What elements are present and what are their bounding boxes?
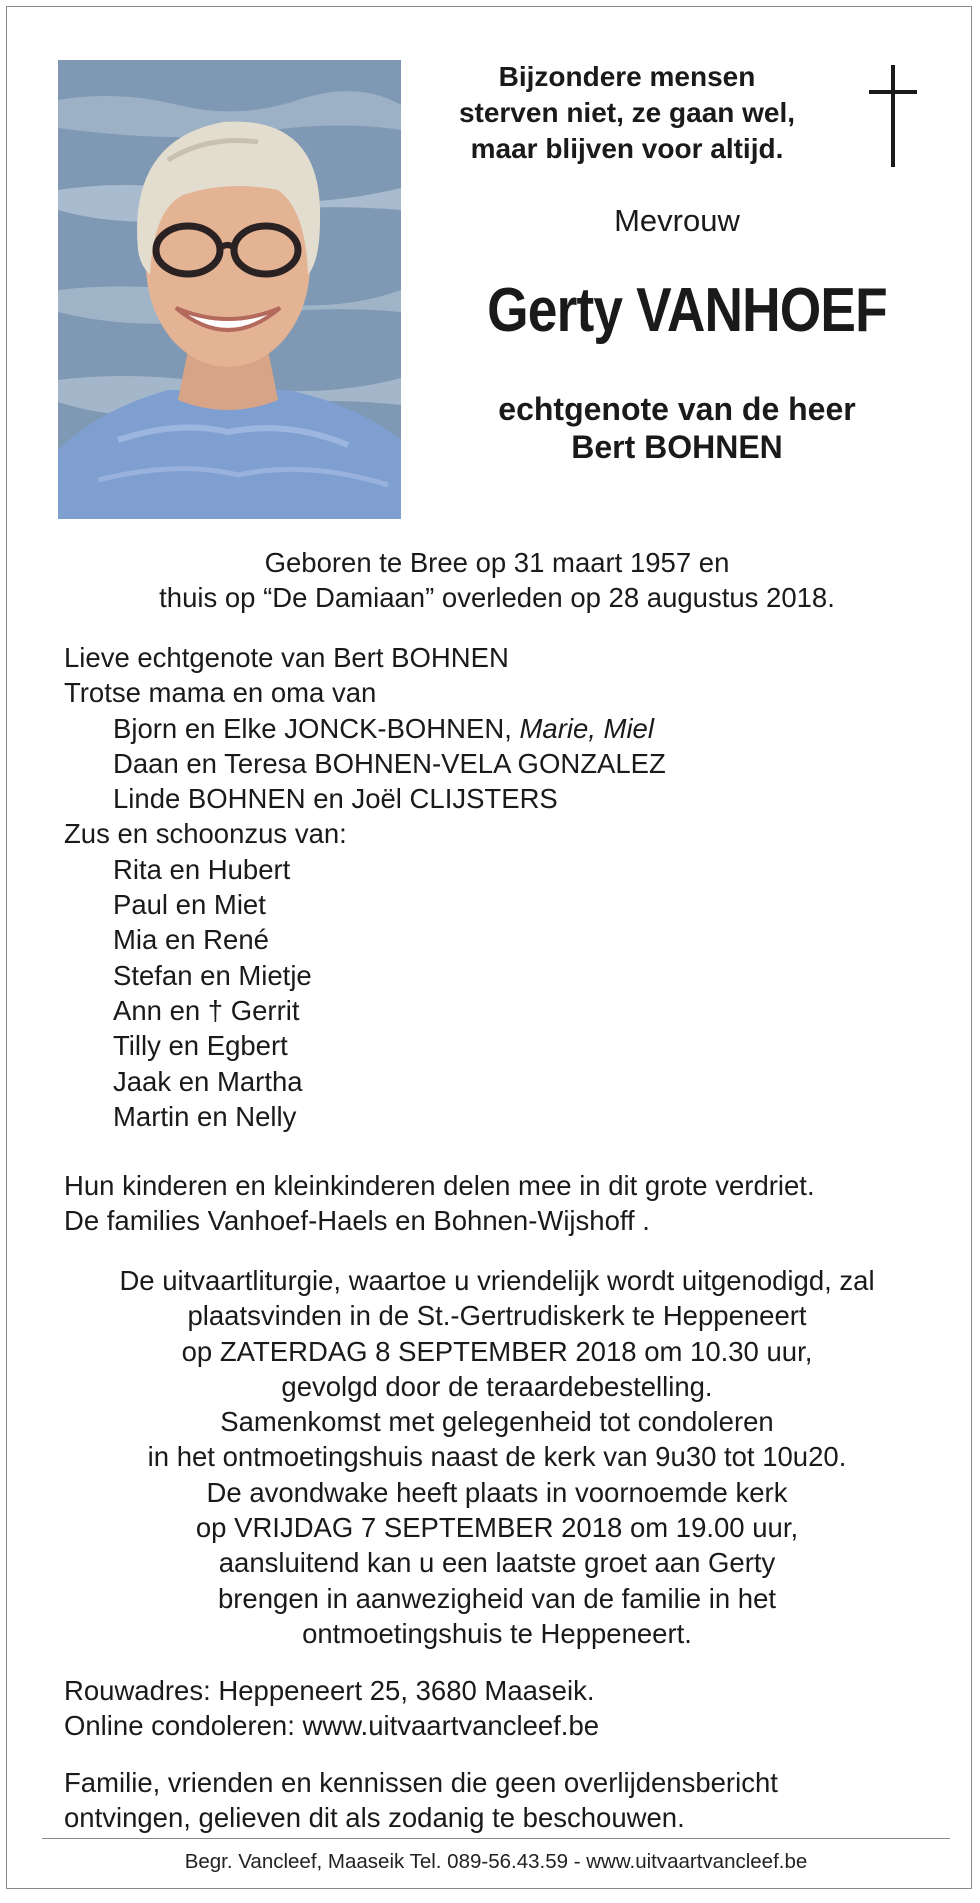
funeral-line: plaatsvinden in de St.-Gertrudiskerk te Heppeneert <box>187 1300 807 1332</box>
closing-note <box>64 1765 944 1836</box>
funeral-line: in het ontmoetingshuis naast de kerk van 9u30 tot 10u20. <box>147 1441 847 1473</box>
sibling-item: Jaak en Martha <box>113 1065 303 1097</box>
child-item: Daan en Teresa BOHNEN-VELA GONZALEZ <box>113 747 666 779</box>
cross-icon <box>869 65 917 167</box>
sibling-item: Ann en † Gerrit <box>113 994 300 1026</box>
sibling-item: Stefan en Mietje <box>113 959 312 991</box>
children-intro: Trotse mama en oma van <box>64 677 377 709</box>
sibling-item: Rita en Hubert <box>113 853 291 885</box>
portrait-photo <box>58 60 401 519</box>
salutation: Mevrouw <box>614 203 740 238</box>
child-item: Bjorn en Elke JONCK-BOHNEN, Marie, Miel <box>113 712 654 744</box>
funeral-line: op VRIJDAG 7 SEPTEMBER 2018 om 19.00 uur, <box>195 1512 799 1544</box>
relatives-note <box>64 1168 964 1239</box>
closing-line-1: Familie, vrienden en kennissen die geen overlijdensbericht <box>64 1767 778 1798</box>
funeral-line: ontmoetingshuis te Heppeneert. <box>302 1617 692 1649</box>
death-line: thuis op “De Damiaan” overleden op 28 augustus 2018. <box>159 582 835 614</box>
funeral-line: aansluitend kan u een laatste groet aan Gerty <box>218 1547 776 1579</box>
online-condolence-link[interactable]: Online condoleren: www.uitvaartvancleef.be <box>64 1710 600 1742</box>
relatives-line-1: Hun kinderen en kleinkinderen delen mee in dit grote verdriet. <box>64 1170 815 1201</box>
spouse-block <box>447 390 907 466</box>
sibling-item: Martin en Nelly <box>113 1100 297 1132</box>
address-block <box>64 1673 944 1744</box>
portrait-illustration <box>58 60 401 519</box>
relatives-line-2: De families Vanhoef-Haels en Bohnen-Wijshoff . <box>64 1205 650 1237</box>
funeral-home-footer: Begr. Vancleef, Maaseik Tel. 089-56.43.59 - www.uitvaartvancleef.be <box>184 1850 808 1873</box>
grandchildren-names: Marie, Miel <box>519 712 654 744</box>
memorial-quote: Bijzondere mensen sterven niet, ze gaan wel, maar blijven voor altijd. <box>458 61 796 164</box>
birth-line: Geboren te Bree op 31 maart 1957 en <box>264 547 730 578</box>
spouse-line: Lieve echtgenote van Bert BOHNEN <box>64 642 509 673</box>
footer-divider <box>42 1838 950 1839</box>
funeral-line: De avondwake heeft plaats in voornoemde kerk <box>206 1476 788 1508</box>
obituary-card <box>6 6 972 1889</box>
funeral-line: De uitvaartliturgie, waartoe u vriendelijk wordt uitgenodigd, zal <box>119 1265 875 1296</box>
funeral-line: gevolgd door de teraardebestelling. <box>281 1370 713 1402</box>
funeral-line: Samenkomst met gelegenheid tot condoleren <box>220 1406 774 1438</box>
funeral-line: brengen in aanwezigheid van de familie in het <box>217 1582 777 1614</box>
sibling-item: Tilly en Egbert <box>113 1030 288 1062</box>
family-list <box>64 640 944 1134</box>
spouse-line-2: Bert BOHNEN <box>571 429 783 465</box>
funeral-line: op ZATERDAG 8 SEPTEMBER 2018 om 10.30 uur, <box>181 1335 813 1367</box>
mourning-address: Rouwadres: Heppeneert 25, 3680 Maaseik. <box>64 1675 595 1706</box>
sibling-item: Paul en Miet <box>113 889 266 921</box>
closing-line-2: ontvingen, gelieven dit als zodanig te beschouwen. <box>64 1802 685 1834</box>
sibling-item: Mia en René <box>113 924 269 956</box>
birth-death-info <box>58 545 936 616</box>
siblings-intro: Zus en schoonzus van: <box>64 818 347 850</box>
funeral-details <box>58 1263 936 1651</box>
child-item: Linde BOHNEN en Joël CLIJSTERS <box>113 783 558 815</box>
deceased-name: Gerty VANHOEF <box>487 276 887 345</box>
spouse-line-1: echtgenote van de heer <box>498 391 856 427</box>
